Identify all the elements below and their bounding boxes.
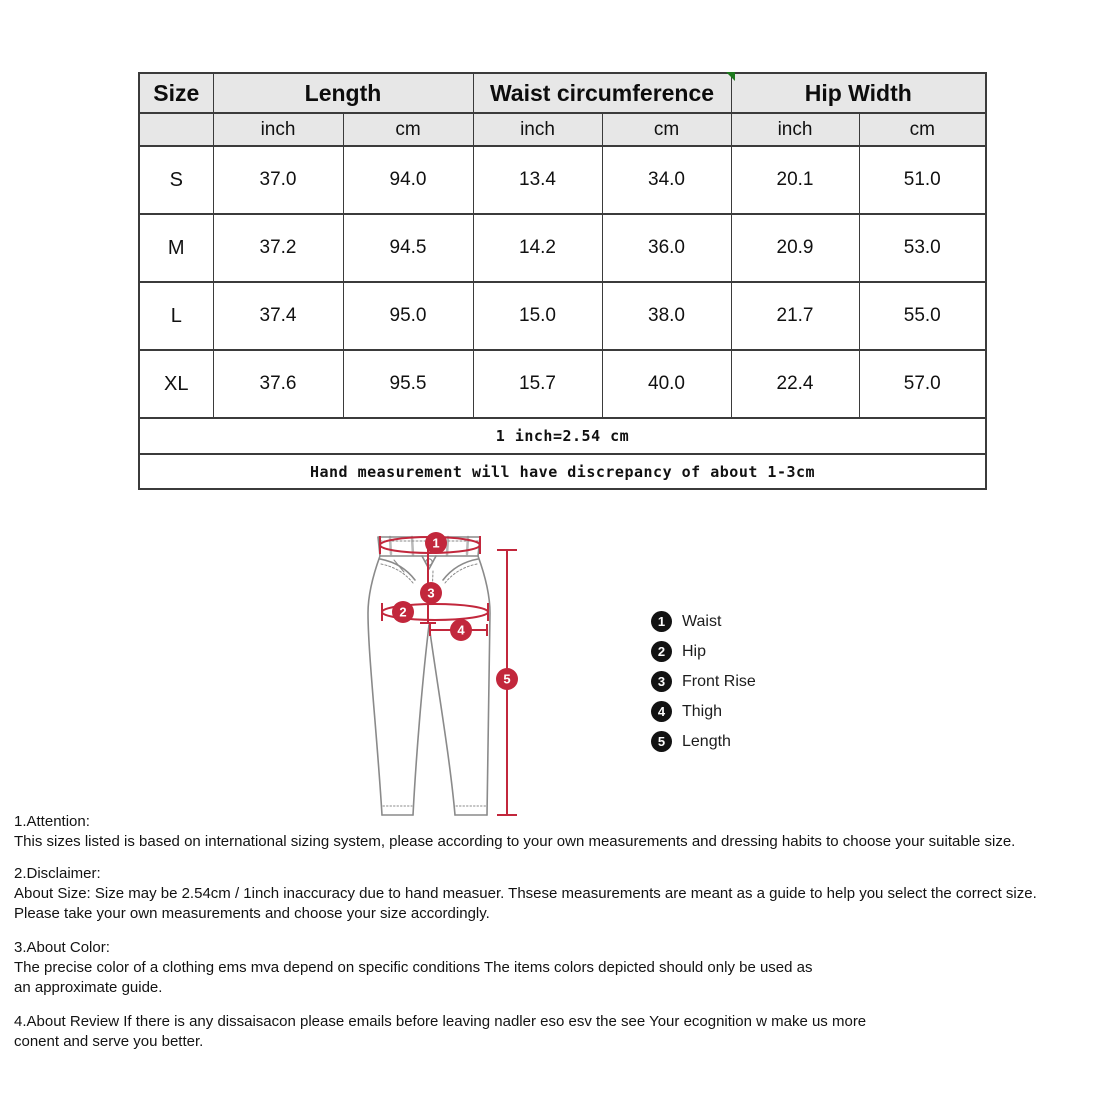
table-cell: 20.1 xyxy=(731,146,859,214)
measurement-legend xyxy=(651,611,756,761)
disclaimer-note xyxy=(14,864,1094,924)
table-cell: 95.5 xyxy=(343,350,473,418)
table-cell: 94.5 xyxy=(343,214,473,282)
disclaimer-text-line2: Please take your own measurements and choose your size accordingly. xyxy=(14,905,490,922)
table-cell: 34.0 xyxy=(602,146,731,214)
table-cell: 40.0 xyxy=(602,350,731,418)
cell-corner-marker-icon xyxy=(726,72,735,81)
table-row-m xyxy=(139,214,986,282)
table-cell: 37.2 xyxy=(213,214,343,282)
unit-waist-inch: inch xyxy=(473,113,602,146)
table-row-xl xyxy=(139,350,986,418)
table-cell: 94.0 xyxy=(343,146,473,214)
unit-hip-inch: inch xyxy=(731,113,859,146)
legend-label: Thigh xyxy=(682,702,723,720)
about-color-heading: 3.About Color: xyxy=(14,939,110,956)
header-size: Size xyxy=(139,73,213,113)
table-cell: 55.0 xyxy=(859,282,986,350)
legend-bullet-5-icon: 5 xyxy=(651,731,672,752)
marker-4-icon xyxy=(450,619,472,641)
about-review-text-line2: conent and serve you better. xyxy=(14,1033,204,1050)
table-cell: 22.4 xyxy=(731,350,859,418)
svg-text:2: 2 xyxy=(399,604,407,620)
table-cell: 37.0 xyxy=(213,146,343,214)
table-cell: 57.0 xyxy=(859,350,986,418)
svg-text:1: 1 xyxy=(432,535,440,551)
size-label: M xyxy=(139,214,213,282)
legend-item-length xyxy=(651,731,756,752)
table-cell: 21.7 xyxy=(731,282,859,350)
measurement-note-row xyxy=(139,454,986,489)
attention-heading: 1.Attention: xyxy=(14,813,90,830)
table-cell: 13.4 xyxy=(473,146,602,214)
legend-label: Waist xyxy=(682,612,722,630)
table-cell: 37.4 xyxy=(213,282,343,350)
disclaimer-heading: 2.Disclaimer: xyxy=(14,865,101,882)
about-review-text-line1: 4.About Review If there is any dissaisacon please emails before leaving nadler eso esv the see Your ecognition w make us more xyxy=(14,1013,867,1030)
table-cell: 38.0 xyxy=(602,282,731,350)
legend-bullet-3-icon: 3 xyxy=(651,671,672,692)
marker-5-icon xyxy=(496,668,518,690)
size-label: S xyxy=(139,146,213,214)
header-waist-circumference: Waist circumference xyxy=(473,73,731,113)
legend-item-waist xyxy=(651,611,756,632)
legend-bullet-4-icon: 4 xyxy=(651,701,672,722)
measurement-note: Hand measurement will have discrepancy of about 1-3cm xyxy=(139,454,986,489)
about-color-text-line1: The precise color of a clothing ems mva depend on specific conditions The items colors depicted should only be used as xyxy=(14,959,813,976)
table-cell: 15.0 xyxy=(473,282,602,350)
marker-2-icon xyxy=(392,601,414,623)
unit-hip-cm: cm xyxy=(859,113,986,146)
about-review-note xyxy=(14,1012,1094,1052)
table-cell: 15.7 xyxy=(473,350,602,418)
header-length: Length xyxy=(213,73,473,113)
legend-label: Front Rise xyxy=(682,672,756,690)
legend-item-front-rise xyxy=(651,671,756,692)
table-cell: 14.2 xyxy=(473,214,602,282)
attention-note xyxy=(14,812,1094,852)
about-color-note xyxy=(14,938,1094,998)
table-cell: 36.0 xyxy=(602,214,731,282)
size-label: XL xyxy=(139,350,213,418)
svg-text:5: 5 xyxy=(503,671,511,687)
pants-icon xyxy=(352,523,552,823)
unit-waist-cm: cm xyxy=(602,113,731,146)
marker-3-icon xyxy=(420,582,442,604)
header-hip-width: Hip Width xyxy=(731,73,986,113)
table-cell: 95.0 xyxy=(343,282,473,350)
table-row-l xyxy=(139,282,986,350)
table-cell: 51.0 xyxy=(859,146,986,214)
table-header-row xyxy=(139,73,986,113)
table-row-s xyxy=(139,146,986,214)
table-cell: 37.6 xyxy=(213,350,343,418)
unit-length-cm: cm xyxy=(343,113,473,146)
table-cell: 53.0 xyxy=(859,214,986,282)
unit-blank xyxy=(139,113,213,146)
conversion-note-row xyxy=(139,418,986,454)
table-units-row xyxy=(139,113,986,146)
conversion-note: 1 inch=2.54 cm xyxy=(139,418,986,454)
size-chart-section xyxy=(138,72,987,490)
legend-label: Length xyxy=(682,732,731,750)
table-cell: 20.9 xyxy=(731,214,859,282)
about-color-text-line2: an approximate guide. xyxy=(14,979,163,996)
size-label: L xyxy=(139,282,213,350)
marker-1-icon xyxy=(425,532,447,554)
legend-bullet-2-icon: 2 xyxy=(651,641,672,662)
size-chart-table xyxy=(138,72,987,490)
legend-bullet-1-icon: 1 xyxy=(651,611,672,632)
legend-item-thigh xyxy=(651,701,756,722)
attention-text: This sizes listed is based on international sizing system, please according to your own measurements and dressing habits to choose your suitable size. xyxy=(14,833,1016,850)
pants-measurement-diagram xyxy=(352,523,552,823)
disclaimer-text-line1: About Size: Size may be 2.54cm / 1inch inaccuracy due to hand measuer. Thsese measurements are meant as a guide to help you select the correct size. xyxy=(14,885,1037,902)
svg-text:4: 4 xyxy=(457,622,465,638)
legend-item-hip xyxy=(651,641,756,662)
unit-length-inch: inch xyxy=(213,113,343,146)
legend-label: Hip xyxy=(682,642,707,660)
svg-text:3: 3 xyxy=(427,585,435,601)
footnotes-section xyxy=(14,812,1094,1064)
